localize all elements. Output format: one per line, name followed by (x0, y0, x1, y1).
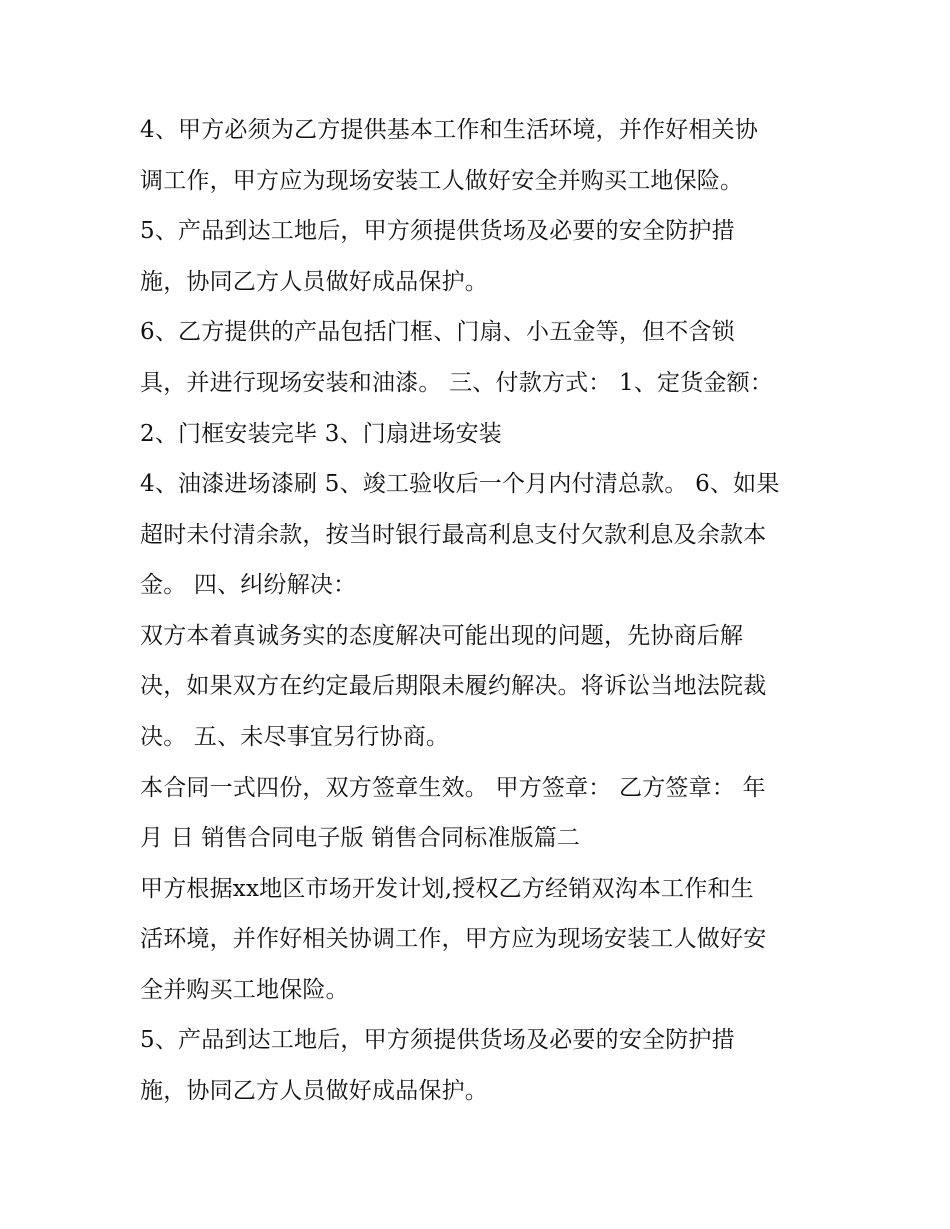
text-line: 2、门框安装完毕 3、门扇进场安装 (140, 421, 502, 447)
text-line: 双方本着真诚务实的态度解决可能出现的问题，先协商后解 (140, 623, 744, 649)
text-line: 决，如果双方在约定最后期限未履约解决。将诉讼当地法院裁 (140, 673, 767, 699)
text-line: 4、甲方必须为乙方提供基本工作和生活环境，并作好相关协 (140, 117, 759, 143)
text-line: 月 日 销售合同电子版 销售合同标准版篇二 (140, 825, 581, 851)
text-line: 甲方根据xx地区市场开发计划,授权乙方经销双沟本工作和生 (140, 876, 754, 902)
text-line: 6、乙方提供的产品包括门框、门扇、小五金等，但不含锁 (140, 319, 735, 345)
text-line: 决。 五、未尽事宜另行协商。 (140, 724, 450, 750)
text-line: 4、油漆进场漆刷 5、竣工验收后一个月内付清总款。 6、如果 (140, 471, 780, 497)
text-line: 5、产品到达工地后，甲方须提供货场及必要的安全防护措 (140, 218, 735, 244)
text-line: 调工作，甲方应为现场安装工人做好安全并购买工地保险。 (140, 168, 744, 194)
text-line: 具，并进行现场安装和油漆。 三、付款方式： 1、定货金额： (140, 370, 774, 396)
text-line: 施，协同乙方人员做好成品保护。 (140, 1078, 488, 1104)
text-line: 施，协同乙方人员做好成品保护。 (140, 269, 488, 295)
text-line: 活环境，并作好相关协调工作，甲方应为现场安装工人做好安 (140, 926, 767, 952)
text-line: 超时未付清余款，按当时银行最高利息支付欠款利息及余款本 (140, 522, 767, 548)
text-line: 5、产品到达工地后，甲方须提供货场及必要的安全防护措 (140, 1027, 735, 1053)
text-line: 金。 四、纠纷解决： (140, 572, 357, 598)
text-line: 全并购买工地保险。 (140, 977, 349, 1003)
text-line: 本合同一式四份，双方签章生效。 甲方签章： 乙方签章： 年 (140, 775, 766, 801)
